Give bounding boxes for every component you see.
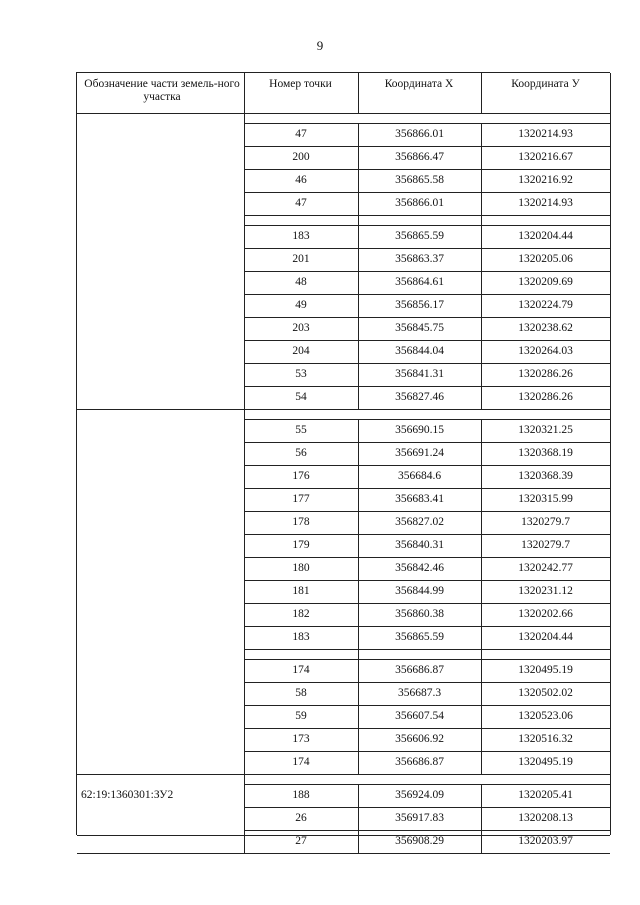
table-rule [244,626,610,627]
coord-x-cell: 356683.41 [395,493,444,505]
point-number-cell: 56 [295,447,307,459]
table-rule [244,659,610,660]
coord-x-cell: 356827.46 [395,391,444,403]
point-number-cell: 183 [292,230,310,242]
point-number-cell: 177 [292,493,310,505]
table-rule [244,192,610,193]
table-rule [244,511,610,512]
coord-y-cell: 1320209.69 [518,276,573,288]
table-rule [244,169,610,170]
point-number-cell: 26 [295,812,307,824]
point-number-cell: 174 [292,664,310,676]
table-rule [77,774,610,775]
coord-x-cell: 356684.6 [397,470,442,482]
table-column-rule [244,409,245,774]
table-column-rule [244,113,245,409]
table-rule [244,317,610,318]
table-rule [244,215,610,216]
land-plot-designation: 62:19:1360301:ЗУ2 [81,789,174,801]
table-column-rule [481,73,482,113]
point-number-cell: 58 [295,687,307,699]
point-number-cell: 27 [295,835,307,847]
coord-x-cell: 356687.3 [397,687,442,699]
coord-y-cell: 1320205.41 [518,789,573,801]
coord-x-cell: 356866.01 [395,128,444,140]
table-rule [244,603,610,604]
table-rule [244,728,610,729]
point-number-cell: 188 [292,789,310,801]
table-rule [244,557,610,558]
point-number-cell: 179 [292,539,310,551]
coord-x-cell: 356686.87 [395,664,444,676]
point-number-cell: 180 [292,562,310,574]
point-number-cell: 200 [292,151,310,163]
table-column-rule [358,123,359,409]
coord-x-cell: 356686.87 [395,756,444,768]
coord-x-cell: 356917.83 [395,812,444,824]
table-column-rule [244,73,245,113]
coord-x-cell: 356844.04 [395,345,444,357]
coord-y-cell: 1320242.77 [518,562,573,574]
coord-x-cell: 356924.09 [395,789,444,801]
point-number-cell: 55 [295,424,307,436]
point-number-cell: 181 [292,585,310,597]
table-column-rule [358,419,359,774]
coord-y-cell: 1320204.44 [518,230,573,242]
table-rule [244,123,610,124]
coord-x-cell: 356866.01 [395,197,444,209]
point-number-cell: 203 [292,322,310,334]
table-rule [77,113,610,114]
table-rule [244,419,610,420]
table-column-rule [244,774,245,853]
table-rule [244,442,610,443]
coord-y-cell: 1320368.39 [518,470,573,482]
coord-y-cell: 1320231.12 [518,585,573,597]
table-rule [77,835,610,836]
coord-y-cell: 1320214.93 [518,197,573,209]
point-number-cell: 54 [295,391,307,403]
table-rule [244,465,610,466]
coord-y-cell: 1320279.7 [521,539,570,551]
coord-y-cell: 1320321.25 [518,424,573,436]
coord-x-cell: 356866.47 [395,151,444,163]
coord-y-cell: 1320238.62 [518,322,573,334]
coord-x-cell: 356856.17 [395,299,444,311]
header-designation: Обозначение части земель-ного участка [84,78,240,103]
coord-x-cell: 356864.61 [395,276,444,288]
table-column-rule [610,73,611,835]
point-number-cell: 173 [292,733,310,745]
coord-y-cell: 1320264.03 [518,345,573,357]
table-rule [244,363,610,364]
coord-x-cell: 356607.54 [395,710,444,722]
coordinates-table [76,72,610,847]
coord-x-cell: 356865.58 [395,174,444,186]
table-rule [244,248,610,249]
coord-x-cell: 356842.46 [395,562,444,574]
table-rule [244,784,610,785]
coord-y-cell: 1320214.93 [518,128,573,140]
coord-y-cell: 1320523.06 [518,710,573,722]
table-rule [244,340,610,341]
point-number-cell: 46 [295,174,307,186]
header-coord-x: Координата X [384,78,454,90]
table-rule [244,225,610,226]
point-number-cell: 47 [295,197,307,209]
point-number-cell: 182 [292,608,310,620]
table-rule [244,830,610,831]
table-column-rule [358,784,359,853]
coord-x-cell: 356691.24 [395,447,444,459]
point-number-cell: 59 [295,710,307,722]
coord-y-cell: 1320205.06 [518,253,573,265]
coord-x-cell: 356841.31 [395,368,444,380]
point-number-cell: 204 [292,345,310,357]
table-column-rule [358,73,359,113]
table-rule [244,294,610,295]
table-rule [244,649,610,650]
coord-y-cell: 1320502.02 [518,687,573,699]
coord-x-cell: 356606.92 [395,733,444,745]
coord-x-cell: 356860.38 [395,608,444,620]
point-number-cell: 47 [295,128,307,140]
header-point-number: Номер точки [269,78,332,90]
coord-y-cell: 1320516.32 [518,733,573,745]
table-rule [244,580,610,581]
table-rule [244,751,610,752]
table-column-rule [481,419,482,774]
table-rule [77,853,610,854]
point-number-cell: 176 [292,470,310,482]
coord-y-cell: 1320216.92 [518,174,573,186]
page-number: 9 [316,38,324,53]
table-rule [244,488,610,489]
point-number-cell: 49 [295,299,307,311]
table-column-rule [481,784,482,853]
coord-x-cell: 356845.75 [395,322,444,334]
coord-y-cell: 1320315.99 [518,493,573,505]
coord-x-cell: 356690.15 [395,424,444,436]
coord-y-cell: 1320279.7 [521,516,570,528]
coord-y-cell: 1320368.19 [518,447,573,459]
table-rule [244,534,610,535]
coord-x-cell: 356863.37 [395,253,444,265]
coord-y-cell: 1320202.66 [518,608,573,620]
coord-y-cell: 1320286.26 [518,368,573,380]
coord-x-cell: 356908.29 [395,835,444,847]
table-rule [244,271,610,272]
coord-y-cell: 1320208.13 [518,812,573,824]
coord-x-cell: 356840.31 [395,539,444,551]
table-rule [244,682,610,683]
point-number-cell: 53 [295,368,307,380]
coord-x-cell: 356827.02 [395,516,444,528]
table-column-rule [481,123,482,409]
point-number-cell: 174 [292,756,310,768]
coord-y-cell: 1320286.26 [518,391,573,403]
coord-x-cell: 356865.59 [395,631,444,643]
table-rule [244,386,610,387]
table-rule [244,705,610,706]
coord-y-cell: 1320224.79 [518,299,573,311]
coord-y-cell: 1320203.97 [518,835,573,847]
coord-x-cell: 356865.59 [395,230,444,242]
point-number-cell: 201 [292,253,310,265]
point-number-cell: 183 [292,631,310,643]
point-number-cell: 48 [295,276,307,288]
table-rule [244,146,610,147]
point-number-cell: 178 [292,516,310,528]
table-rule [244,807,610,808]
coord-y-cell: 1320495.19 [518,664,573,676]
coord-y-cell: 1320204.44 [518,631,573,643]
coord-x-cell: 356844.99 [395,585,444,597]
coord-y-cell: 1320495.19 [518,756,573,768]
table-rule [77,409,610,410]
header-coord-y: Координата У [511,78,580,90]
coord-y-cell: 1320216.67 [518,151,573,163]
